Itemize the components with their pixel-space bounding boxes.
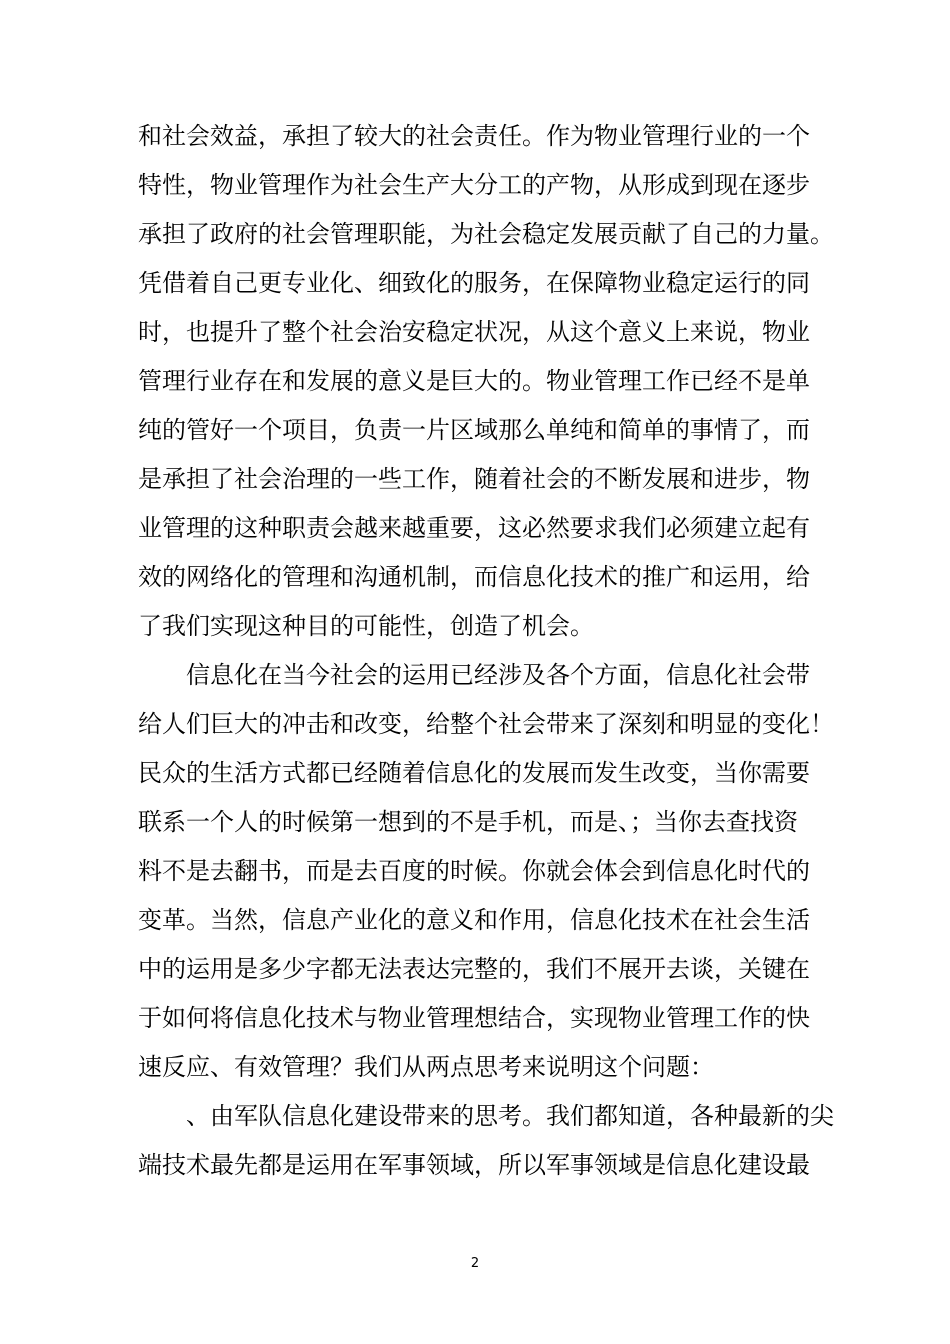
text-line: 联系一个人的时候第一想到的不是手机，而是、；当你去查找资: [138, 808, 798, 836]
text-line: 速反应、有效管理？我们从两点思考来说明这个问题：: [138, 1053, 714, 1081]
text-line: 和社会效益，承担了较大的社会责任。作为物业管理行业的一个: [138, 122, 810, 150]
text-line: 承担了政府的社会管理职能，为社会稳定发展贡献了自己的力量。: [138, 220, 834, 248]
text-line: 凭借着自己更专业化、细致化的服务，在保障物业稳定运行的同: [138, 269, 810, 297]
paragraph: [138, 112, 834, 651]
text-line: 是承担了社会治理的一些工作，随着社会的不断发展和进步，物: [138, 465, 810, 493]
text-line: 变革。当然，信息产业化的意义和作用，信息化技术在社会生活: [138, 906, 810, 934]
body-text: [138, 112, 834, 1190]
paragraph: [138, 1092, 834, 1190]
paragraph: [138, 651, 834, 1092]
text-line: 了我们实现这种目的可能性，创造了机会。: [138, 612, 594, 640]
text-line: 管理行业存在和发展的意义是巨大的。物业管理工作已经不是单: [138, 367, 810, 395]
text-line: 于如何将信息化技术与物业管理想结合，实现物业管理工作的快: [138, 1004, 810, 1032]
text-line: 料不是去翻书，而是去百度的时候。你就会体会到信息化时代的: [138, 857, 810, 885]
text-line: 端技术最先都是运用在军事领域，所以军事领域是信息化建设最: [138, 1151, 810, 1179]
text-line: 信息化在当今社会的运用已经涉及各个方面，信息化社会带: [186, 661, 810, 689]
text-line: 给人们巨大的冲击和改变，给整个社会带来了深刻和明显的变化！: [138, 710, 834, 738]
text-line: 时，也提升了整个社会治安稳定状况，从这个意义上来说，物业: [138, 318, 810, 346]
page-number: 2: [470, 1256, 480, 1271]
text-line: 效的网络化的管理和沟通机制，而信息化技术的推广和运用，给: [138, 563, 810, 591]
text-line: 业管理的这种职责会越来越重要，这必然要求我们必须建立起有: [138, 514, 810, 542]
text-line: 中的运用是多少字都无法表达完整的，我们不展开去谈，关键在: [138, 955, 810, 983]
text-line: 、由军队信息化建设带来的思考。我们都知道，各种最新的尖: [186, 1102, 834, 1130]
text-line: 纯的管好一个项目，负责一片区域那么单纯和简单的事情了，而: [138, 416, 810, 444]
text-line: 特性，物业管理作为社会生产大分工的产物，从形成到现在逐步: [138, 171, 810, 199]
text-line: 民众的生活方式都已经随着信息化的发展而发生改变，当你需要: [138, 759, 810, 787]
